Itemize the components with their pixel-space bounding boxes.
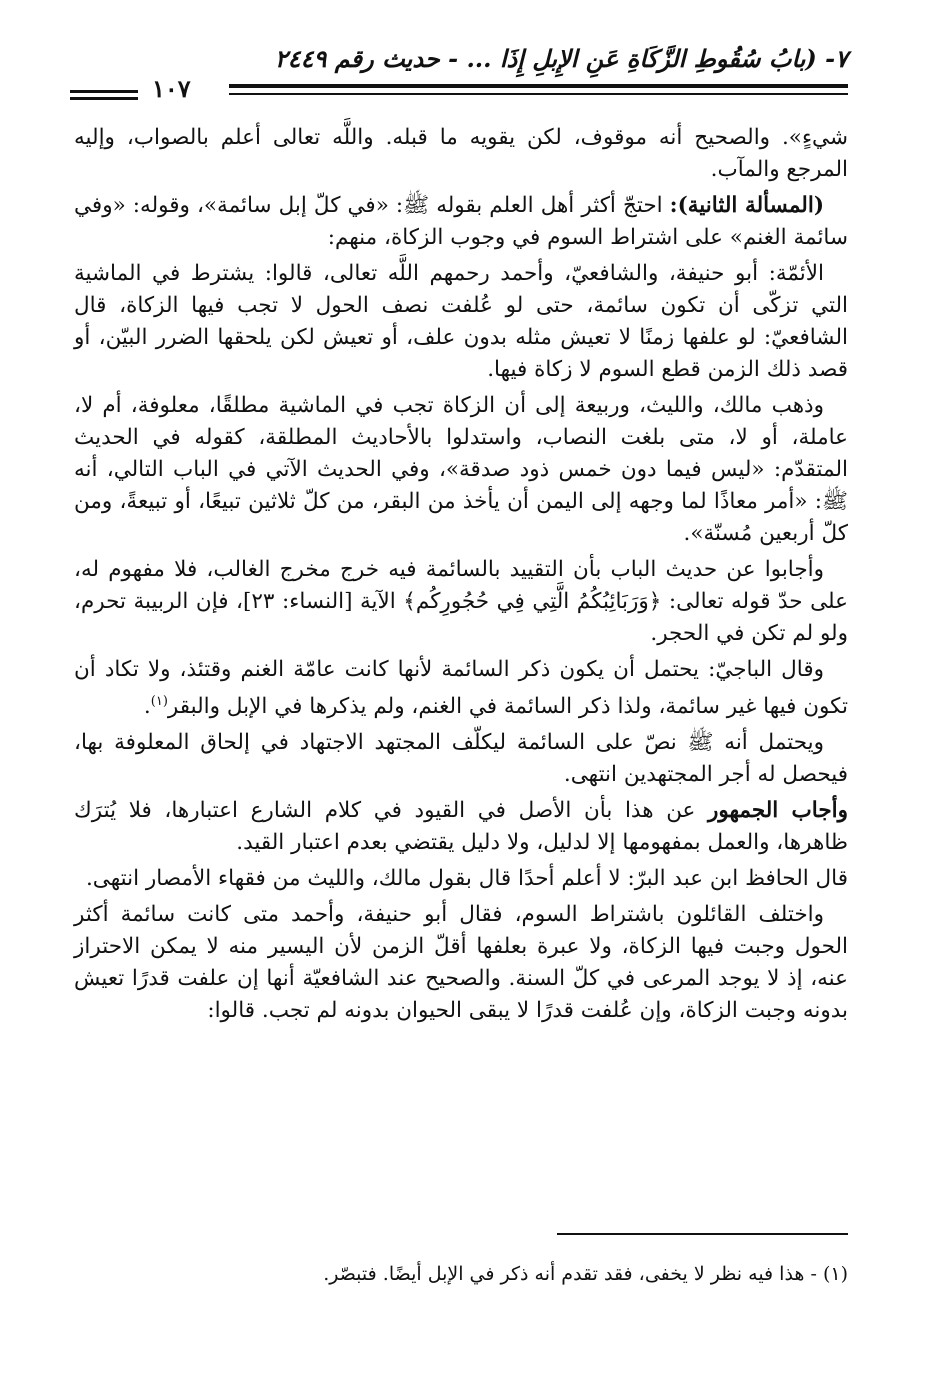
paragraph-text: احتجّ أكثر أهل العلم بقوله ﷺ: «في كلّ إبل سائمة»، وقوله: «وفي سائمة الغنم» على اشتراط السوم في وجوب الزكاة، منهم: <box>74 193 848 250</box>
paragraph-3 <box>74 258 848 386</box>
paragraph-8 <box>74 795 848 859</box>
paragraph-1 <box>74 122 848 186</box>
page-header <box>70 44 848 102</box>
paragraph-10 <box>74 899 848 1027</box>
paragraph-text: وقال الباجيّ: يحتمل أن يكون ذكر السائمة لأنها كانت عامّة الغنم وقتئذ، ولا تكاد أن تكون فيها غير سائمة، ولذا ذكر السائمة في الغنم، ولم يذكرها في الإبل والبقر <box>74 657 848 720</box>
main-text <box>74 122 848 1031</box>
running-title: ٧- (بابُ سُقُوطِ الزَّكَاةِ عَنِ الإِبلِ إِذَا ... - حديث رقم ٢٤٤٩ <box>274 44 848 73</box>
paragraph-4 <box>74 390 848 550</box>
bold-lead: وأجاب الجمهور <box>708 798 848 824</box>
paragraph-text: ويحتمل أنه ﷺ نصّ على السائمة ليكلّف المجتهد الاجتهاد في إلحاق المعلوفة بها، فيحصل له أجر المجتهدين انتهى. <box>74 730 848 788</box>
paragraph-text: قال الحافظ ابن عبد البرّ: لا أعلم أحدًا قال بقول مالك، والليث من فقهاء الأمصار انتهى. <box>85 866 848 892</box>
header-rule-left-top <box>70 90 138 93</box>
paragraph-5 <box>74 554 848 650</box>
page-number: ١٠٧ <box>152 74 191 103</box>
header-rule-left-bottom <box>70 97 138 100</box>
paragraph-text: شيءٍ». والصحيح أنه موقوف، لكن يقويه ما قبله. واللَّه تعالى أعلم بالصواب، وإليه المرجع والمآب. <box>74 125 848 182</box>
footnote: (١) - هذا فيه نظر لا يخفى، فقد تقدم أنه ذكر في الإبل أيضًا. فتبصّر. <box>323 1263 848 1285</box>
paragraph-text: وذهب مالك، والليث، وربيعة إلى أن الزكاة تجب في الماشية مطلقًا، معلوفة، أم لا، عاملة، أو لا، متى بلغت النصاب، واستدلوا بالأحاديث المطلقة، كقوله في الحديث المتقدّم: «ليس فيما دون خمس ذود صدقة»، وفي الحديث الآتي في الباب التالي، أنه ﷺ: «أمر معاذًا لما وجهه إلى اليمن أن يأخذ من البقر، من كلّ ثلاثين تبيعًا، أو تبيعةً، ومن كلّ أربعين مُسنّة». <box>74 393 848 546</box>
paragraph-text: عن هذا بأن الأصل في القيود في كلام الشارع اعتبارها، فلا يُترَك ظاهرها، والعمل بمفهومها إلا لدليل، ولا دليل يقتضي بعدم اعتبار القيد. <box>74 798 848 856</box>
paragraph-9 <box>74 863 848 895</box>
footnote-separator <box>557 1233 848 1235</box>
paragraph-2 <box>74 190 848 254</box>
paragraph-text: واختلف القائلون باشتراط السوم، فقال أبو حنيفة، وأحمد متى كانت سائمة أكثر الحول وجبت فيها الزكاة، ولا عبرة بعلفها أقلّ الزمن لأن اليسير منه لا يمكن الاحتراز عنه، إذ لا يوجد المرعى في كلّ السنة. والصحيح عند الشافعيّة أنها إن علفت قدرًا تعيش بدونه وجبت الزكاة، وإن عُلفت قدرًا لا يبقى الحيوان بدونه لم تجب. قالوا: <box>74 902 848 1024</box>
paragraph-text: الأئمّة: أبو حنيفة، والشافعيّ، وأحمد رحمهم اللَّه تعالى، قالوا: يشترط في الماشية التي تزكّى أن تكون سائمة، حتى لو عُلفت نصف الحول لا تجب فيها الزكاة، قال الشافعيّ: لو علفها زمنًا لا تعيش مثله بدون علف، أو تعيش لكن يلحقها الضرر البيّن، أو قصد ذلك الزمن قطع السوم لا زكاة فيها. <box>74 261 849 382</box>
paragraph-end: . <box>143 694 151 720</box>
paragraph-7 <box>74 727 848 791</box>
footnote-marker[interactable]: (١) <box>150 694 168 709</box>
header-rule-thin <box>229 93 848 95</box>
section-heading: (المسألة الثانية): <box>669 193 824 218</box>
header-rule-thick <box>229 84 848 88</box>
paragraph-6 <box>74 654 848 723</box>
paragraph-text: وأجابوا عن حديث الباب بأن التقييد بالسائمة فيه خرج مخرج الغالب، فلا مفهوم له، على حدّ قوله تعالى: ﴿وَرَبَائِبُكُمُ الَّتِي فِي حُجُورِكُم﴾ الآية [النساء: ٢٣]، فإن الربيبة تحرم، ولو لم تكن في الحجر. <box>74 557 848 646</box>
